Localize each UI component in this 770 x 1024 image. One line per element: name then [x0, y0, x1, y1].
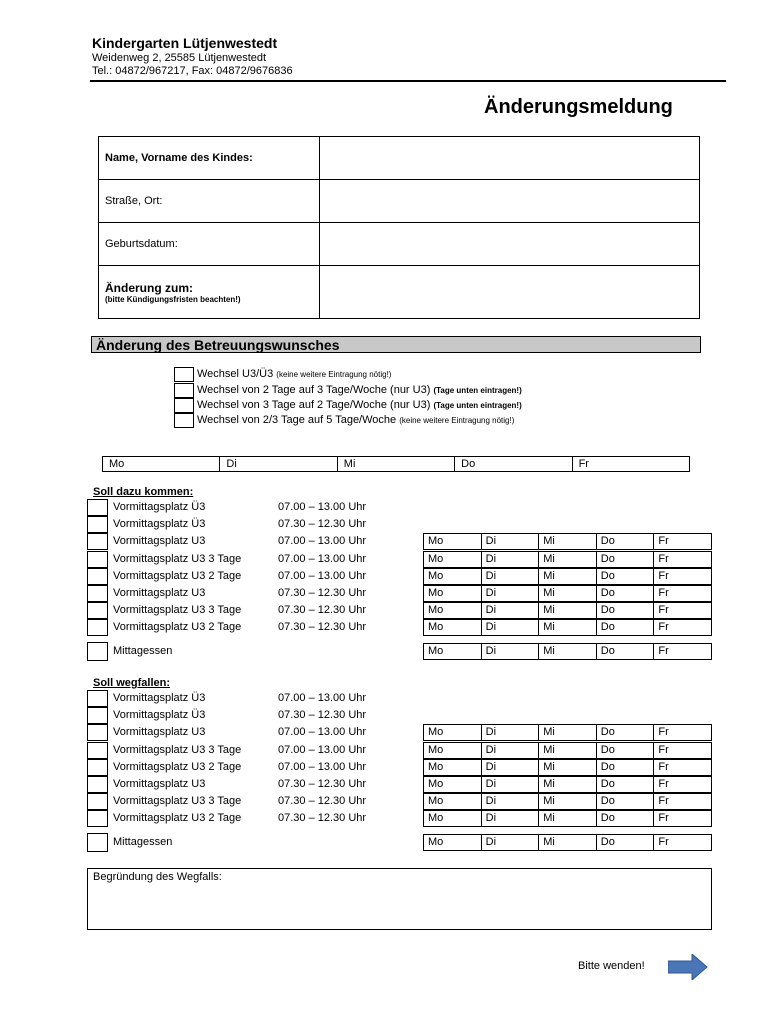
slot-name: Vormittagsplatz Ü3	[113, 709, 206, 722]
option-row	[174, 383, 522, 398]
slot-name: Vormittagsplatz U3 2 Tage	[113, 812, 242, 825]
add-day-grid	[423, 619, 712, 636]
day-cell[interactable]: Mi	[539, 777, 597, 793]
day-cell[interactable]: Do	[596, 777, 654, 793]
remove-day-grid	[423, 724, 712, 741]
day-cell[interactable]: Mi	[539, 586, 597, 602]
info-label-street: Straße, Ort:	[99, 180, 320, 223]
option-checkbox[interactable]	[174, 413, 194, 428]
lunch-checkbox[interactable]	[87, 642, 108, 661]
day-cell[interactable]: Do	[596, 620, 654, 636]
day-cell[interactable]: Di	[481, 777, 539, 793]
day-cell[interactable]: Di	[481, 586, 539, 602]
add-lunch-row	[87, 642, 173, 659]
days-grid	[102, 456, 690, 472]
info-row-name	[99, 137, 700, 180]
day-cell[interactable]: Do	[596, 794, 654, 810]
slot-name: Vormittagsplatz U3 3 Tage	[113, 552, 242, 565]
slot-time: 07.00 – 13.00 Uhr	[278, 726, 367, 739]
info-row-birthdate	[99, 223, 700, 266]
day-cell[interactable]: Mo	[424, 568, 482, 584]
slot-time: 07.30 – 12.30 Uhr	[278, 709, 367, 722]
day-cell[interactable]: Mo	[424, 551, 482, 567]
day-cell[interactable]: Di	[481, 534, 539, 550]
day-cell[interactable]: Di	[481, 759, 539, 775]
remove-slot-row	[87, 707, 367, 724]
add-slot-row	[87, 619, 367, 636]
day-cell[interactable]: Mo	[424, 644, 482, 660]
add-heading: Soll dazu kommen:	[93, 486, 194, 498]
slot-name: Vormittagsplatz U3 2 Tage	[113, 760, 242, 773]
day-cell[interactable]: Mi	[539, 794, 597, 810]
remove-slot-row	[87, 810, 367, 827]
lunch-label: Mittagessen	[113, 836, 173, 848]
add-slot-row	[87, 568, 367, 585]
slot-time: 07.00 – 13.00 Uhr	[278, 760, 367, 773]
remove-day-grid	[423, 793, 712, 810]
info-value-street[interactable]	[320, 180, 700, 223]
org-name: Kindergarten Lütjenwestedt	[92, 35, 278, 51]
option-note-bold: (Tage unten eintragen!)	[433, 386, 522, 395]
option-row	[174, 413, 514, 428]
day-cell[interactable]: Mi	[539, 725, 597, 741]
day-cell[interactable]: Mi	[539, 811, 597, 827]
day-cell[interactable]: Do	[596, 725, 654, 741]
day-cell[interactable]: Do	[596, 586, 654, 602]
slot-time: 07.00 – 13.00 Uhr	[278, 535, 367, 548]
day-cell[interactable]: Do	[596, 551, 654, 567]
remove-slot-row	[87, 724, 367, 741]
option-row	[174, 367, 391, 382]
day-cell[interactable]: Fr	[654, 777, 712, 793]
slot-checkbox[interactable]	[87, 776, 108, 793]
day-cell[interactable]: Mi	[539, 644, 597, 660]
slot-time: 07.30 – 12.30 Uhr	[278, 518, 367, 531]
add-slot-row	[87, 499, 367, 516]
slot-checkbox[interactable]	[87, 619, 108, 636]
day-cell[interactable]: Di	[481, 620, 539, 636]
slot-time: 07.30 – 12.30 Uhr	[278, 812, 367, 825]
remove-day-grid	[423, 759, 712, 776]
info-label-name: Name, Vorname des Kindes:	[99, 137, 320, 180]
day-cell[interactable]: Fr	[654, 811, 712, 827]
day-cell[interactable]: Fr	[654, 644, 712, 660]
day-cell[interactable]: Mi	[337, 457, 454, 472]
slot-checkbox[interactable]	[87, 793, 108, 810]
day-cell[interactable]: Fr	[654, 568, 712, 584]
day-cell[interactable]: Mo	[424, 742, 482, 758]
slot-time: 07.30 – 12.30 Uhr	[278, 778, 367, 790]
slot-checkbox[interactable]	[87, 551, 108, 568]
day-cell[interactable]: Di	[481, 603, 539, 619]
day-cell[interactable]: Di	[481, 725, 539, 741]
slot-time: 07.00 – 13.00 Uhr	[278, 692, 367, 704]
slot-time: 07.30 – 12.30 Uhr	[278, 621, 367, 634]
remove-day-grid	[423, 810, 712, 827]
add-day-grid	[423, 533, 712, 550]
day-cell[interactable]: Fr	[654, 534, 712, 550]
slot-checkbox[interactable]	[87, 533, 108, 550]
day-cell[interactable]: Fr	[654, 620, 712, 636]
day-cell[interactable]: Mi	[539, 759, 597, 775]
header-rule	[90, 80, 726, 82]
add-day-grid	[423, 602, 712, 619]
day-cell[interactable]: Fr	[654, 742, 712, 758]
slot-checkbox[interactable]	[87, 810, 108, 827]
info-row-street	[99, 180, 700, 223]
option-text: Wechsel von 2/3 Tage auf 5 Tage/Woche	[197, 414, 397, 426]
remove-day-grid	[423, 742, 712, 759]
slot-name: Vormittagsplatz U3	[113, 726, 206, 739]
option-note: (keine weitere Eintragung nötig!)	[399, 416, 515, 425]
slot-checkbox[interactable]	[87, 759, 108, 776]
option-checkbox[interactable]	[174, 367, 194, 382]
remove-slot-row	[87, 776, 367, 793]
slot-checkbox[interactable]	[87, 568, 108, 585]
info-value-name[interactable]	[320, 137, 700, 180]
slot-checkbox[interactable]	[87, 707, 108, 724]
option-note-bold: (Tage unten eintragen!)	[433, 401, 522, 410]
day-cell[interactable]: Di	[481, 568, 539, 584]
day-cell[interactable]: Fr	[654, 586, 712, 602]
day-cell[interactable]: Mi	[539, 603, 597, 619]
org-address: Weidenweg 2, 25585 Lütjenwestedt	[92, 52, 267, 64]
slot-time: 07.00 – 13.00 Uhr	[278, 552, 367, 565]
add-day-grid	[423, 585, 712, 602]
remove-slot-row	[87, 759, 367, 776]
slot-name: Vormittagsplatz Ü3	[113, 692, 206, 704]
day-cell[interactable]: Mi	[539, 551, 597, 567]
slot-name: Vormittagsplatz Ü3	[113, 501, 206, 513]
day-cell[interactable]: Do	[596, 759, 654, 775]
info-label-birthdate: Geburtsdatum:	[99, 223, 320, 266]
lunch-checkbox[interactable]	[87, 833, 108, 852]
slot-checkbox[interactable]	[87, 742, 108, 759]
day-cell[interactable]: Di	[481, 742, 539, 758]
day-cell[interactable]: Mo	[424, 620, 482, 636]
day-cell[interactable]: Do	[596, 835, 654, 851]
slot-time: 07.00 – 13.00 Uhr	[278, 569, 367, 582]
day-cell[interactable]: Di	[481, 794, 539, 810]
add-slot-row	[87, 602, 367, 619]
add-slot-row	[87, 585, 367, 602]
turn-over-note: Bitte wenden!	[578, 960, 645, 972]
info-label-change-date	[99, 266, 320, 319]
slot-checkbox[interactable]	[87, 516, 108, 533]
day-cell[interactable]: Di	[220, 457, 337, 472]
add-lunch-day-grid	[423, 643, 712, 660]
slot-name: Vormittagsplatz U3	[113, 535, 206, 548]
info-value-birthdate[interactable]	[320, 223, 700, 266]
day-cell[interactable]: Do	[596, 603, 654, 619]
remove-slot-row	[87, 742, 367, 759]
day-cell[interactable]: Fr	[654, 603, 712, 619]
remove-slot-row	[87, 793, 367, 810]
day-cell[interactable]: Mo	[424, 835, 482, 851]
add-day-grid	[423, 568, 712, 585]
slot-time: 07.30 – 12.30 Uhr	[278, 587, 367, 599]
day-cell[interactable]: Mo	[424, 586, 482, 602]
add-slot-row	[87, 551, 367, 568]
day-cell[interactable]: Di	[481, 835, 539, 851]
lunch-label: Mittagessen	[113, 645, 173, 657]
day-cell[interactable]: Mo	[424, 603, 482, 619]
day-cell[interactable]: Di	[481, 551, 539, 567]
remove-lunch-row	[87, 833, 173, 850]
day-cell[interactable]: Mo	[424, 794, 482, 810]
slot-checkbox[interactable]	[87, 690, 108, 707]
day-cell[interactable]: Do	[596, 534, 654, 550]
add-slot-row	[87, 533, 367, 550]
day-cell[interactable]: Mo	[424, 534, 482, 550]
day-cell[interactable]: Di	[481, 644, 539, 660]
option-text: Wechsel von 2 Tage auf 3 Tage/Woche (nur U3)	[197, 384, 431, 396]
slot-time: 07.00 – 13.00 Uhr	[278, 501, 367, 513]
day-cell[interactable]: Do	[596, 811, 654, 827]
slot-time: 07.30 – 12.30 Uhr	[278, 795, 367, 808]
day-cell[interactable]: Di	[481, 811, 539, 827]
reason-box[interactable]	[87, 868, 712, 930]
info-row-change-date	[99, 266, 700, 319]
day-cell[interactable]: Mi	[539, 568, 597, 584]
slot-name: Vormittagsplatz U3	[113, 587, 206, 599]
day-cell[interactable]: Mo	[424, 777, 482, 793]
remove-slot-row	[87, 690, 367, 707]
option-text: Wechsel von 3 Tage auf 2 Tage/Woche (nur U3)	[197, 399, 431, 411]
change-date-note: (bitte Kündigungsfristen beachten!)	[105, 294, 241, 304]
day-cell[interactable]: Mo	[103, 457, 220, 472]
day-cell[interactable]: Mi	[539, 835, 597, 851]
day-cell[interactable]: Do	[596, 568, 654, 584]
slot-checkbox[interactable]	[87, 602, 108, 619]
info-value-change-date[interactable]	[320, 266, 700, 319]
slot-name: Vormittagsplatz U3 2 Tage	[113, 621, 242, 634]
slot-name: Vormittagsplatz U3 3 Tage	[113, 604, 242, 617]
day-cell[interactable]: Fr	[654, 835, 712, 851]
option-text: Wechsel U3/Ü3	[197, 368, 274, 380]
day-cell[interactable]: Fr	[654, 551, 712, 567]
day-cell[interactable]: Do	[596, 644, 654, 660]
day-cell[interactable]: Mo	[424, 811, 482, 827]
day-cell[interactable]: Do	[455, 457, 572, 472]
slot-name: Vormittagsplatz Ü3	[113, 518, 206, 531]
day-cell[interactable]: Fr	[572, 457, 689, 472]
day-cell[interactable]: Do	[596, 742, 654, 758]
day-cell[interactable]: Fr	[654, 725, 712, 741]
slot-checkbox[interactable]	[87, 499, 108, 516]
day-cell[interactable]: Fr	[654, 794, 712, 810]
day-cell[interactable]: Mo	[424, 725, 482, 741]
add-slot-row	[87, 516, 367, 533]
option-note: (keine weitere Eintragung nötig!)	[276, 370, 392, 379]
day-cell[interactable]: Mi	[539, 620, 597, 636]
slot-checkbox[interactable]	[87, 724, 108, 741]
child-info-table	[98, 136, 700, 319]
day-cell[interactable]: Fr	[654, 759, 712, 775]
option-checkbox[interactable]	[174, 398, 194, 413]
slot-name: Vormittagsplatz U3 2 Tage	[113, 569, 242, 582]
remove-lunch-day-grid	[423, 834, 712, 851]
arrow-right-icon	[668, 954, 708, 980]
change-date-label: Änderung zum:	[105, 280, 193, 295]
slot-time: 07.00 – 13.00 Uhr	[278, 743, 367, 756]
day-cell[interactable]: Mi	[539, 742, 597, 758]
reason-label: Begründung des Wegfalls:	[93, 871, 222, 883]
remove-day-grid	[423, 776, 712, 793]
slot-name: Vormittagsplatz U3	[113, 778, 206, 790]
document-title: Änderungsmeldung	[484, 96, 673, 118]
section-heading: Änderung des Betreuungswunsches	[91, 336, 701, 353]
option-checkbox[interactable]	[174, 383, 194, 398]
slot-time: 07.30 – 12.30 Uhr	[278, 604, 367, 617]
day-cell[interactable]: Mi	[539, 534, 597, 550]
day-cell[interactable]: Mo	[424, 759, 482, 775]
remove-heading: Soll wegfallen:	[93, 677, 171, 689]
add-day-grid	[423, 551, 712, 568]
slot-name: Vormittagsplatz U3 3 Tage	[113, 795, 242, 808]
option-row	[174, 398, 522, 413]
slot-name: Vormittagsplatz U3 3 Tage	[113, 743, 242, 756]
slot-checkbox[interactable]	[87, 585, 108, 602]
org-contact: Tel.: 04872/967217, Fax: 04872/9676836	[92, 65, 293, 77]
